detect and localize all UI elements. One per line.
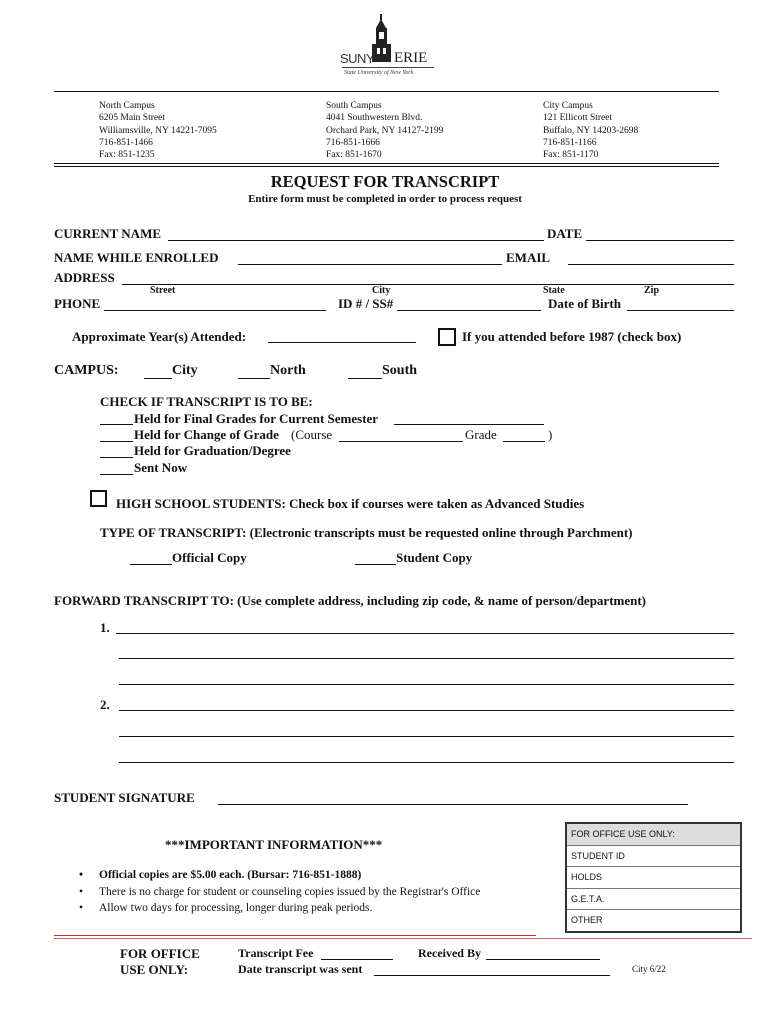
current-name-field[interactable] bbox=[168, 240, 544, 241]
type-heading: TYPE OF TRANSCRIPT: (Electronic transcripts must be requested online through Parchment) bbox=[100, 525, 633, 540]
campus-south: South Campus 4041 Southwestern Blvd. Orchard Park, NY 14127-2199 716-851-1666 Fax: 851-1670 bbox=[326, 101, 444, 161]
address-2-line3[interactable] bbox=[119, 762, 734, 763]
campus-north: North Campus 6205 Main Street Williamsville, NY 14221-7095 716-851-1466 Fax: 851-1235 bbox=[99, 101, 217, 161]
form-title: REQUEST FOR TRANSCRIPT bbox=[270, 172, 500, 191]
date-sent-label: Date transcript was sent bbox=[238, 962, 363, 976]
id-label: ID # / SS# bbox=[338, 296, 394, 311]
official-copy-option: Official Copy bbox=[172, 550, 247, 565]
signature-field[interactable] bbox=[218, 804, 688, 805]
opt-final-grades-blank[interactable] bbox=[100, 424, 133, 425]
date-sent-field[interactable] bbox=[374, 975, 610, 976]
address-2-number: 2. bbox=[100, 697, 110, 712]
important-list bbox=[77, 867, 480, 917]
city-caption: City bbox=[372, 285, 391, 296]
address-2-line2[interactable] bbox=[119, 736, 734, 737]
dob-label: Date of Birth bbox=[548, 296, 621, 311]
years-field[interactable] bbox=[268, 342, 416, 343]
address-2-line1[interactable] bbox=[119, 710, 734, 711]
footer-for-office: FOR OFFICE bbox=[120, 946, 200, 961]
logo-suny: SUNY bbox=[340, 51, 375, 66]
opt-sent-now: Sent Now bbox=[134, 460, 188, 475]
opt-sent-now-blank[interactable] bbox=[100, 474, 133, 475]
date-field[interactable] bbox=[586, 240, 734, 241]
date-label: DATE bbox=[547, 226, 583, 241]
campus-north-option: North bbox=[270, 363, 306, 378]
opt-change-grade: Held for Change of Grade bbox=[134, 427, 279, 442]
address-field[interactable] bbox=[122, 284, 734, 285]
student-copy-option: Student Copy bbox=[396, 550, 473, 565]
office-student-id: STUDENT ID bbox=[567, 845, 740, 867]
list-item: • Allow two days for processing, longer during peak periods. bbox=[77, 900, 480, 917]
street-caption: Street bbox=[150, 285, 176, 296]
course-label: (Course bbox=[291, 427, 333, 442]
course-field[interactable] bbox=[339, 441, 463, 442]
check-if-heading: CHECK IF TRANSCRIPT IS TO BE: bbox=[100, 394, 313, 409]
campus-city: City Campus 121 Ellicott Street Buffalo, NY 14203-2698 716-851-1166 Fax: 851-1170 bbox=[543, 101, 639, 161]
address-1-number: 1. bbox=[100, 620, 110, 635]
before-1987-checkbox[interactable] bbox=[438, 328, 456, 346]
received-by-label: Received By bbox=[418, 946, 481, 960]
phone-label: PHONE bbox=[54, 296, 101, 311]
college-logo bbox=[332, 14, 442, 84]
years-label: Approximate Year(s) Attended: bbox=[72, 329, 247, 344]
footer-use-only: USE ONLY: bbox=[120, 962, 189, 977]
official-copy-blank[interactable] bbox=[130, 564, 172, 565]
email-label: EMAIL bbox=[506, 250, 551, 265]
list-item: • Official copies are $5.00 each. (Bursar: 716-851-1888) bbox=[77, 867, 480, 884]
logo-tagline: State University of New York bbox=[344, 70, 414, 76]
logo-erie: ERIE bbox=[394, 50, 428, 66]
address-1-line2[interactable] bbox=[119, 658, 734, 659]
office-geta: G.E.T.A. bbox=[567, 888, 740, 910]
office-other: OTHER bbox=[567, 909, 740, 931]
opt-graduation-blank[interactable] bbox=[100, 457, 133, 458]
opt-graduation: Held for Graduation/Degree bbox=[134, 443, 291, 458]
transcript-fee-label: Transcript Fee bbox=[238, 946, 314, 960]
zip-caption: Zip bbox=[644, 285, 660, 296]
campus-city-option: City bbox=[172, 363, 198, 378]
campus-north-blank[interactable] bbox=[238, 378, 270, 379]
campus-south-option: South bbox=[382, 363, 418, 378]
phone-field[interactable] bbox=[104, 310, 326, 311]
current-name-label: CURRENT NAME bbox=[54, 226, 162, 241]
campus-south-blank[interactable] bbox=[348, 378, 382, 379]
footer-divider bbox=[54, 935, 536, 936]
dob-field[interactable] bbox=[627, 310, 734, 311]
high-school-label: HIGH SCHOOL STUDENTS: Check box if courses were taken as Advanced Studies bbox=[116, 496, 585, 511]
before-1987-label: If you attended before 1987 (check box) bbox=[462, 329, 682, 344]
address-label: ADDRESS bbox=[54, 270, 115, 285]
address-1-line3[interactable] bbox=[119, 684, 734, 685]
student-copy-blank[interactable] bbox=[355, 564, 396, 565]
campus-label: CAMPUS: bbox=[54, 363, 119, 378]
form-code: City 6/22 bbox=[632, 964, 666, 974]
office-table-header: FOR OFFICE USE ONLY: bbox=[567, 824, 740, 845]
grade-label: Grade bbox=[465, 427, 497, 442]
name-enrolled-field[interactable] bbox=[238, 264, 502, 265]
footer-divider-2 bbox=[54, 938, 752, 939]
grade-field[interactable] bbox=[503, 441, 545, 442]
office-use-table bbox=[565, 822, 742, 933]
forward-heading: FORWARD TRANSCRIPT TO: (Use complete address, including zip code, & name of person/department) bbox=[54, 593, 647, 608]
list-item: • There is no charge for student or counseling copies issued by the Registrar's Office bbox=[77, 884, 480, 901]
state-caption: State bbox=[543, 285, 565, 296]
high-school-checkbox[interactable] bbox=[90, 490, 107, 507]
email-field[interactable] bbox=[568, 264, 734, 265]
opt-final-grades: Held for Final Grades for Current Semester bbox=[134, 411, 379, 426]
grade-close: ) bbox=[548, 427, 553, 442]
signature-label: STUDENT SIGNATURE bbox=[54, 790, 195, 805]
name-enrolled-label: NAME WHILE ENROLLED bbox=[54, 250, 219, 265]
office-holds: HOLDS bbox=[567, 866, 740, 888]
id-field[interactable] bbox=[397, 310, 541, 311]
received-by-field[interactable] bbox=[486, 959, 600, 960]
transcript-fee-field[interactable] bbox=[321, 959, 393, 960]
important-heading: ***IMPORTANT INFORMATION*** bbox=[165, 837, 383, 852]
opt-change-grade-blank[interactable] bbox=[100, 441, 133, 442]
campus-city-blank[interactable] bbox=[144, 378, 172, 379]
form-subtitle: Entire form must be completed in order to process request bbox=[248, 193, 522, 205]
address-1-line1[interactable] bbox=[116, 633, 734, 634]
